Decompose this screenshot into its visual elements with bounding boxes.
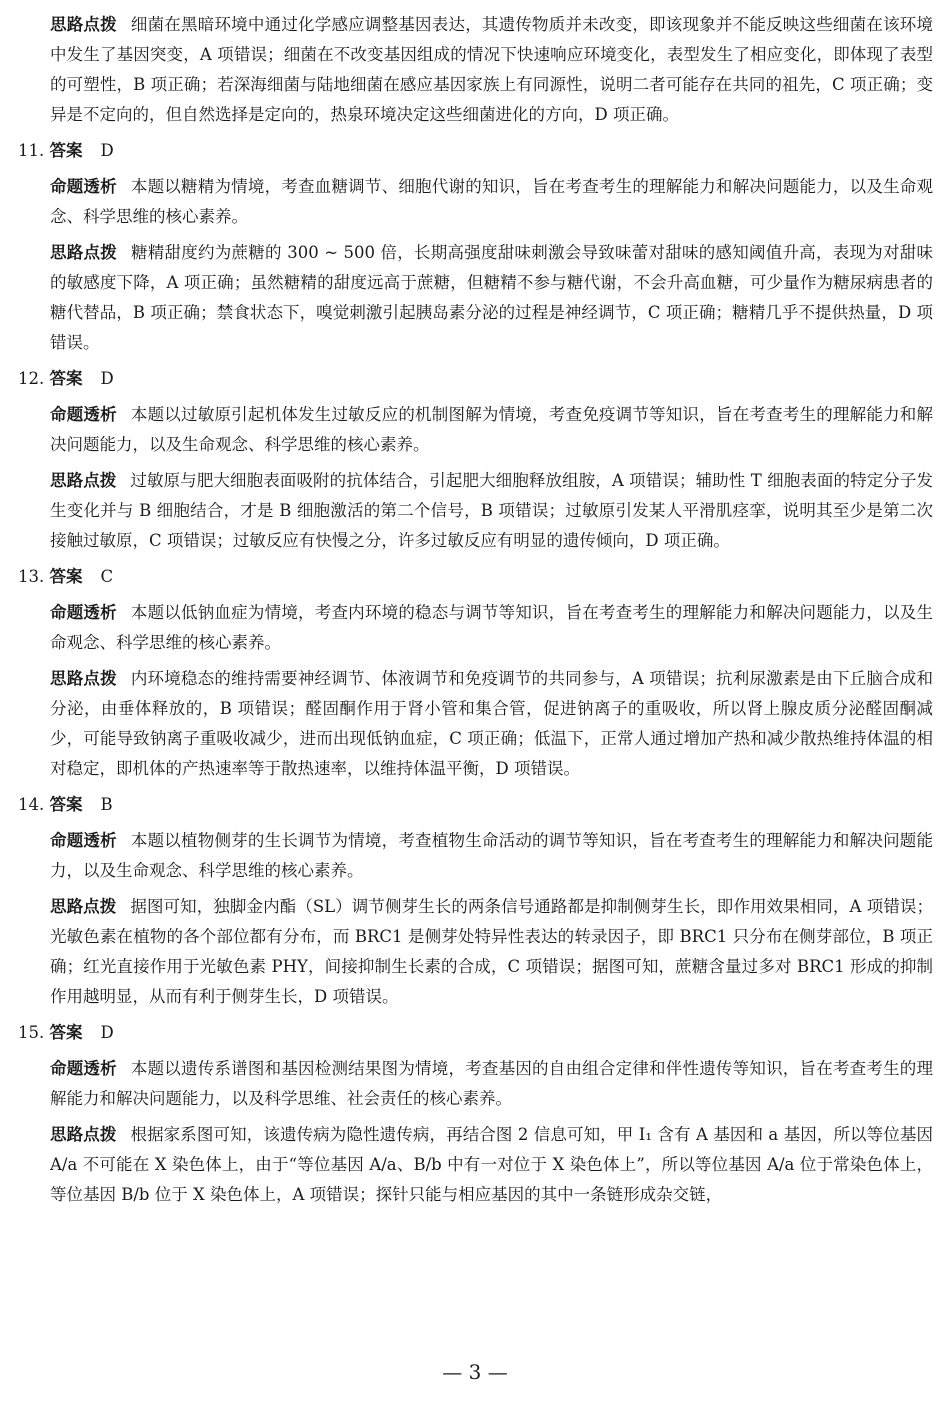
reasoning-label: 思路点拨 [50,243,117,262]
analysis-paragraph-12 [50,400,933,460]
question-number: 13. [18,567,45,586]
reasoning-label: 思路点拨 [50,669,117,688]
reasoning-paragraph-12 [50,466,933,556]
answer-value: D [100,1023,114,1042]
answer-label: 答案 [49,141,83,160]
analysis-paragraph-14 [50,826,933,886]
analysis-text: 本题以遗传系谱图和基因检测结果图为情境，考查基因的自由组合定律和伴性遗传等知识，旨在考查考生的理解能力和解决问题能力，以及科学思维、社会责任的核心素养。 [50,1059,934,1108]
answer-value: D [100,369,114,388]
question-number: 12. [18,369,45,388]
answer-value: B [100,795,113,814]
answer-label: 答案 [49,1023,83,1042]
reasoning-paragraph-11 [50,238,933,358]
question-number: 14. [18,795,45,814]
answer-value: D [100,141,114,160]
analysis-text: 本题以过敏原引起机体发生过敏反应的机制图解为情境，考查免疫调节等知识，旨在考查考生的理解能力和解决问题能力，以及生命观念、科学思维的核心素养。 [50,405,934,454]
analysis-text: 本题以低钠血症为情境，考查内环境的稳态与调节等知识，旨在考查考生的理解能力和解决问题能力，以及生命观念、科学思维的核心素养。 [50,603,934,652]
reasoning-label: 思路点拨 [50,1125,117,1144]
reasoning-text: 细菌在黑暗环境中通过化学感应调整基因表达，其遗传物质并未改变，即该现象并不能反映这些细菌在该环境中发生了基因突变，A 项错误；细菌在不改变基因组成的情况下快速响应环境变化，表型发生了相应变化，即体现了表型的可塑性，B 项正确；若深海细菌与陆地细菌在感应基因家族上有同源性，说明二者可能存在共同的祖先，C 项正确；变异是不定向的，但自然选择是定向的，热泉环境决定这些细菌进化的方向，D 项正确。 [50,15,934,124]
answer-line-11 [18,136,933,166]
reasoning-text: 糖精甜度约为蔗糖的 300 ~ 500 倍，长期高强度甜味刺激会导致味蕾对甜味的感知阈值升高，表现为对甜味的敏感度下降，A 项正确；虽然糖精的甜度远高于蔗糖，但糖精不参与糖代谢，不会升高血糖，可少量作为糖尿病患者的糖代替品，B 项正确；禁食状态下，嗅觉刺激引起胰岛素分泌的过程是神经调节，C 项正确；糖精几乎不提供热量，D 项错误。 [50,243,933,352]
answer-label: 答案 [49,795,83,814]
reasoning-text: 根据家系图可知，该遗传病为隐性遗传病，再结合图 2 信息可知，甲 Ⅰ₁ 含有 A 基因和 a 基因，所以等位基因 A/a 不可能在 X 染色体上，由于“等位基因 A/a、B/b 中有一对位于 X 染色体上”，所以等位基因 A/a 位于常染色体上，等位基因 B/b 位于 X 染色体上，A 项错误；探针只能与相应基因的其中一条链形成杂交链， [50,1125,934,1204]
reasoning-label: 思路点拨 [50,471,117,490]
reasoning-paragraph-14 [50,892,933,1012]
question-number: 15. [18,1023,45,1042]
analysis-label: 命题透析 [50,177,117,196]
reasoning-text: 据图可知，独脚金内酯（SL）调节侧芽生长的两条信号通路都是抑制侧芽生长，即作用效果相同，A 项错误；光敏色素在植物的各个部位都有分布，而 BRC1 是侧芽处特异性表达的转录因子，即 BRC1 只分布在侧芽部位，B 项正确；红光直接作用于光敏色素 PHY，间接抑制生长素的合成，C 项错误；据图可知，蔗糖含量过多对 BRC1 形成的抑制作用越明显，从而有利于侧芽生长，D 项错误。 [50,897,933,1006]
answer-line-14 [18,790,933,820]
analysis-label: 命题透析 [50,1059,117,1078]
analysis-label: 命题透析 [50,405,117,424]
page-number: — 3 — [442,1360,508,1384]
analysis-paragraph-13 [50,598,933,658]
reasoning-paragraph [50,10,933,130]
analysis-text: 本题以糖精为情境，考查血糖调节、细胞代谢的知识，旨在考查考生的理解能力和解决问题能力，以及生命观念、科学思维的核心素养。 [50,177,934,226]
analysis-label: 命题透析 [50,603,117,622]
reasoning-text: 内环境稳态的维持需要神经调节、体液调节和免疫调节的共同参与，A 项错误；抗利尿激素是由下丘脑合成和分泌，由垂体释放的，B 项错误；醛固酮作用于肾小管和集合管，促进钠离子的重吸收，所以肾上腺皮质分泌醛固酮减少，可能导致钠离子重吸收减少，进而出现低钠血症，C 项正确；低温下，正常人通过增加产热和减少散热维持体温的相对稳定，即机体的产热速率等于散热速率，以维持体温平衡，D 项错误。 [50,669,933,778]
reasoning-label: 思路点拨 [50,897,117,916]
reasoning-paragraph-13 [50,664,933,784]
analysis-text: 本题以植物侧芽的生长调节为情境，考查植物生命活动的调节等知识，旨在考查考生的理解能力和解决问题能力，以及生命观念、科学思维的核心素养。 [50,831,934,880]
reasoning-text: 过敏原与肥大细胞表面吸附的抗体结合，引起肥大细胞释放组胺，A 项错误；辅助性 T 细胞表面的特定分子发生变化并与 B 细胞结合，才是 B 细胞激活的第二个信号，B 项错误；过敏原引发某人平滑肌痉挛，说明其至少是第二次接触过敏原，C 项错误；过敏反应有快慢之分，许多过敏反应有明显的遗传倾向，D 项正确。 [50,471,934,550]
analysis-label: 命题透析 [50,831,117,850]
analysis-paragraph-11 [50,172,933,232]
question-number: 11. [18,141,45,160]
analysis-paragraph-15 [50,1054,933,1114]
reasoning-label: 思路点拨 [50,15,117,34]
answer-line-13 [18,562,933,592]
reasoning-paragraph-15 [50,1120,933,1210]
answer-label: 答案 [49,567,83,586]
answer-value: C [100,567,114,586]
answer-page [18,10,933,1216]
answer-label: 答案 [49,369,83,388]
answer-line-15 [18,1018,933,1048]
answer-line-12 [18,364,933,394]
